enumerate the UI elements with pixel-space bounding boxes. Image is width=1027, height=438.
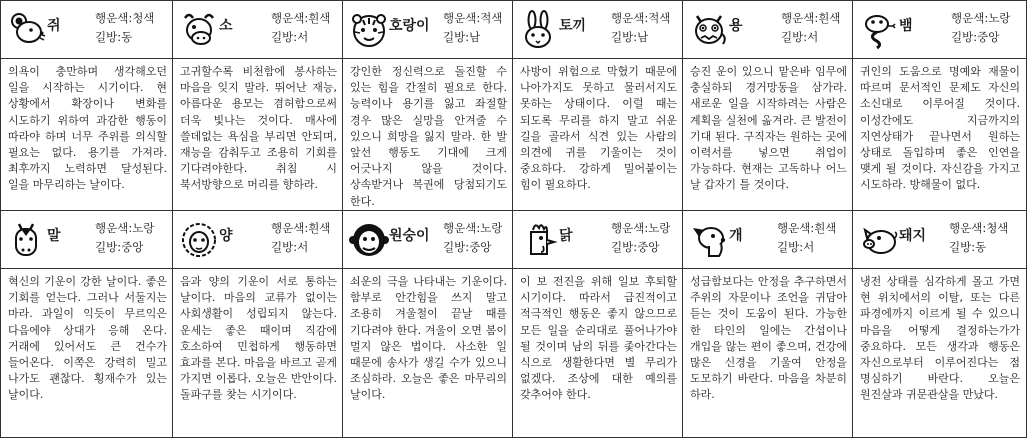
lucky-direction: 길방:동 <box>949 240 987 254</box>
luck-info <box>271 9 330 47</box>
card-rat <box>0 0 174 212</box>
fortune-text: 강인한 정신력으로 돌진할 수 있는 힘을 간절히 필요로 한다. 능력이나 용기를 잃고 좌절할 경우 많은 실망을 안겨줄 수 있으니 희망을 잃지 말라. 한 발 앞선 행동도 기대에 크게 어긋나지 않을 것이다. 상속받거나 복권에 당첨되기도 한다. <box>350 65 507 208</box>
lucky-direction: 길방:동 <box>95 30 133 44</box>
horse-icon <box>7 220 47 260</box>
card-header <box>683 211 853 269</box>
lucky-color: 행운색:노랑 <box>95 221 155 235</box>
luck-info <box>443 9 502 47</box>
card-header <box>1 1 173 59</box>
card-snake <box>852 0 1027 212</box>
card-header <box>343 1 513 59</box>
luck-info <box>777 219 836 257</box>
dog-icon <box>689 220 729 260</box>
lucky-color: 행운색:흰색 <box>781 11 841 25</box>
card-ox <box>172 0 344 212</box>
lucky-color: 행운색:청색 <box>95 11 155 25</box>
rooster-icon <box>519 220 559 260</box>
lucky-direction: 길방:서 <box>271 30 309 44</box>
card-header <box>853 211 1026 269</box>
lucky-color: 행운색:흰색 <box>271 221 331 235</box>
animal-name: 개 <box>729 228 743 244</box>
card-dragon <box>682 0 854 212</box>
snake-icon <box>859 10 899 50</box>
fortune-text: 사방이 위험으로 막혔기 때문에 나아가지도 못하고 물러서지도 못하는 상태이다. 이럴 때는 되도록 무리를 하지 말고 쉬운 길을 골라서 식견 있는 사람의 의견에 귀를 기울이는 것이 중요하다. 강하게 밀어붙이는 힘이 필요하다. <box>520 65 677 192</box>
animal-name: 양 <box>219 228 233 244</box>
animal-name: 뱀 <box>899 18 913 34</box>
animal-name: 쥐 <box>47 18 61 34</box>
lucky-color: 행운색:적색 <box>443 11 503 25</box>
pig-icon <box>859 220 899 260</box>
lucky-direction: 길방:서 <box>271 240 309 254</box>
card-header <box>1 211 173 269</box>
lucky-color: 행운색:적색 <box>611 11 671 25</box>
sheep-icon <box>179 220 219 260</box>
luck-info <box>781 9 840 47</box>
card-header <box>173 1 343 59</box>
animal-name: 용 <box>729 18 743 34</box>
card-rabbit <box>512 0 684 212</box>
lucky-color: 행운색:흰색 <box>777 221 837 235</box>
lucky-direction: 길방:중앙 <box>951 30 1000 44</box>
lucky-direction: 길방:중앙 <box>95 240 144 254</box>
animal-name: 닭 <box>559 228 573 244</box>
monkey-icon <box>349 220 389 260</box>
card-header <box>683 1 853 59</box>
lucky-color: 행운색:노랑 <box>443 221 503 235</box>
rat-icon <box>7 10 47 50</box>
card-dog <box>682 210 854 438</box>
card-sheep <box>172 210 344 438</box>
fortune-text: 성급함보다는 안정을 추구하면서 주위의 자문이나 조언을 귀담아 듣는 것이 도움이 된다. 가능한 한 타인의 일에는 간섭이나 개입을 않는 편이 좋으며, 건강에 많은 신경을 기울여 안정을 도모하기 바란다. 마음을 차분히 하라. <box>690 275 847 402</box>
card-header <box>343 211 513 269</box>
card-pig <box>852 210 1027 438</box>
lucky-color: 행운색:노랑 <box>611 221 671 235</box>
fortune-text: 승진 운이 있으니 맡은바 임무에 충실하되 경거망동을 삼가라. 새로운 일을 시작하려는 사람은 계획을 실천에 옮겨라. 큰 발전이 기대 된다. 구직자는 원하는 곳에 이력서를 넣으면 취업이 가능하다. 현재는 고독하나 어느 날 갑자기 틀 것이다. <box>690 65 847 192</box>
lucky-direction: 길방:남 <box>611 30 649 44</box>
card-header <box>513 1 683 59</box>
lucky-direction: 길방:서 <box>777 240 815 254</box>
lucky-color: 행운색:흰색 <box>271 11 331 25</box>
fortune-text: 고귀할수록 비천함에 봉사하는 마음을 잊지 말라. 뛰어난 재능, 아름다운 용모는 겸허함으로써 더욱 빛나는 것이다. 매사에 쓸데없는 욕심을 부리면 안되며, 재능을 감춰두고 조용히 기회를 기다려야한다. 취침 시 북서방향으로 머리를 향하라. <box>180 65 337 192</box>
card-header <box>513 211 683 269</box>
luck-info <box>95 219 154 257</box>
card-header <box>853 1 1026 59</box>
lucky-direction: 길방:서 <box>781 30 819 44</box>
luck-info <box>443 219 502 257</box>
dragon-icon <box>689 10 729 50</box>
fortune-text: 귀인의 도움으로 명예와 재물이 따르며 문서적인 문제도 자신의 소신대로 이루어질 것이다. 이성간에도 지금까지의 지연상태가 끝나면서 원하는 상태로 돌입하며 좋은 인연을 맺게 될 것이다. 자신감을 가지고 시도하라. 방해물이 없다. <box>860 65 1020 192</box>
lucky-color: 행운색:청색 <box>949 221 1009 235</box>
animal-name: 말 <box>47 228 61 244</box>
card-monkey <box>342 210 514 438</box>
luck-info <box>271 219 330 257</box>
fortune-text: 음과 양의 기운이 서로 통하는 날이다. 마음의 교류가 없이는 사회생활이 성립되지 않는다. 운세는 좋은 때이며 직감에 호소하여 민첩하게 행동하면 효과를 본다. 마음을 바르고 곧게 가지면 이롭다. 오늘은 반안이다. 돌파구를 찾는 시기이다. <box>180 275 337 402</box>
fortune-text: 쇠운의 극을 나타내는 기운이다. 함부로 안간힘을 쓰지 말고 조용히 겨울철이 끝날 때를 기다려야 한다. 겨울이 오면 봄이 멀지 않은 법이다. 사소한 일 때문에 송사가 생길 수가 있으니 조심하라. 오늘은 좋은 마무리의 날이다. <box>350 275 507 402</box>
lucky-direction: 길방:중앙 <box>443 240 492 254</box>
luck-info <box>951 9 1010 47</box>
animal-name: 토끼 <box>559 18 587 34</box>
luck-info <box>611 219 670 257</box>
lucky-color: 행운색:노랑 <box>951 11 1011 25</box>
animal-name: 호랑이 <box>389 18 430 34</box>
card-header <box>173 211 343 269</box>
lucky-direction: 길방:남 <box>443 30 481 44</box>
rabbit-icon <box>519 10 559 50</box>
animal-name: 소 <box>219 18 233 34</box>
animal-name: 원숭이 <box>389 228 430 244</box>
fortune-text: 냉전 상태를 심각하게 몰고 가면 현 위치에서의 이탈, 또는 다른 파경에까지 이르게 될 수 있으니 마음을 어떻게 결정하는가가 중요하다. 모든 생각과 행동은 자신으로부터 이루어진다는 점 명심하기 바란다. 오늘은 원진살과 귀문관살을 만났다. <box>860 275 1020 402</box>
ox-icon <box>179 10 219 50</box>
card-tiger <box>342 0 514 212</box>
luck-info <box>949 219 1008 257</box>
animal-name: 돼지 <box>899 228 927 244</box>
card-rooster <box>512 210 684 438</box>
luck-info <box>95 9 154 47</box>
fortune-text: 이 보 전진을 위해 일보 후퇴할 시기이다. 따라서 급진적이고 적극적인 행동은 좋지 않으므로 모든 일을 순리대로 풀어나가야 될 것이며 남의 뒤를 좇아간다는 식으로 생활한다면 별 무리가 없겠다. 조상에 대한 예의를 갖추어야 한다. <box>520 275 677 402</box>
lucky-direction: 길방:중앙 <box>611 240 660 254</box>
tiger-icon <box>349 10 389 50</box>
fortune-text: 혁신의 기운이 강한 날이다. 좋은 기회를 얻는다. 그러나 서둘지는 마라. 과일이 익듯이 무르익은 다음에야 상대가 응해 온다. 거래에 있어서도 큰 건수가 들어온다. 이쪽은 강력히 밀고 나가도 괜찮다. 횡재수가 있는 날이다. <box>8 275 167 402</box>
luck-info <box>611 9 670 47</box>
fortune-text: 의욕이 충만하며 생각해오던 일을 시작하는 시기이다. 현 상황에서 확장이나 변화를 시도하기 위하여 과감한 행동이 따라야 하며 너무 주위를 의식할 필요는 없다. 용기를 가져라. 최후까지 노력하면 달성된다. 일을 마무리하는 날이다. <box>8 65 167 192</box>
card-horse <box>0 210 174 438</box>
